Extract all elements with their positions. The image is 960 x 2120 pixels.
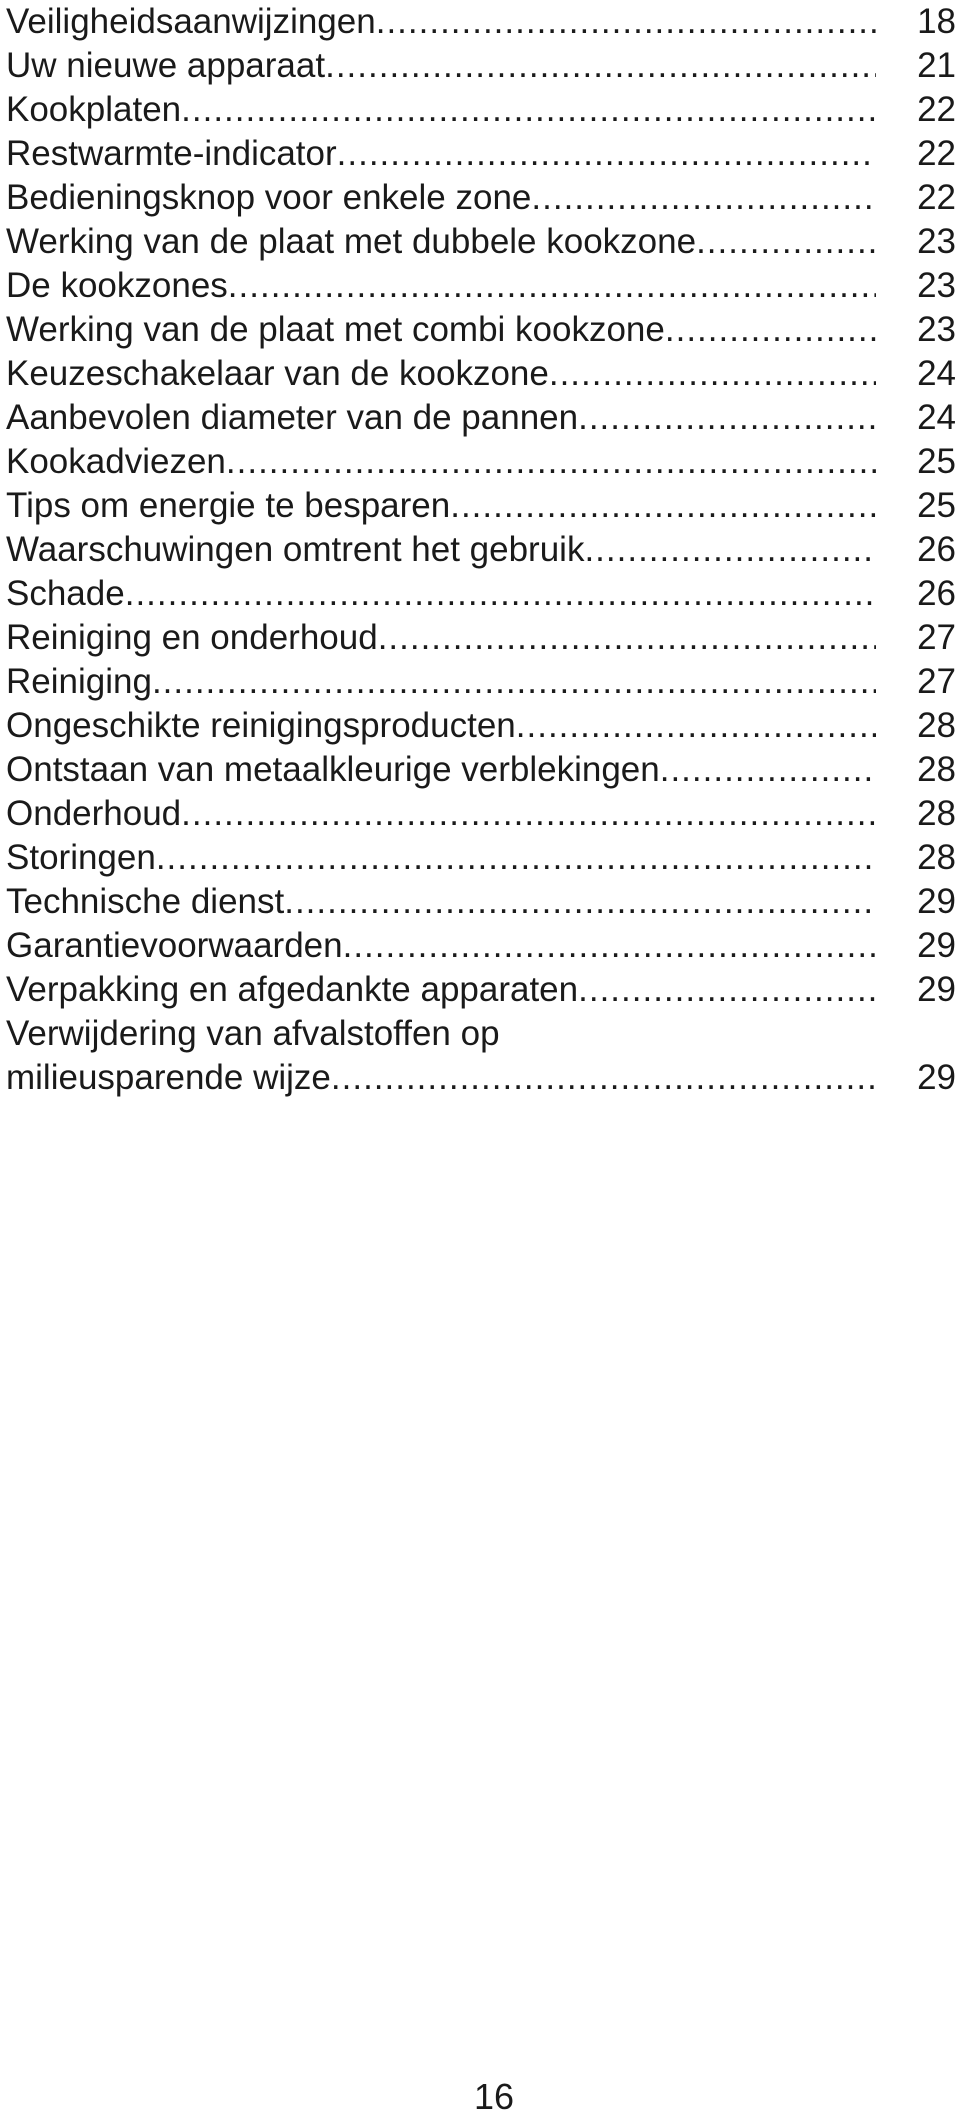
toc-entry-title: Werking van de plaat met combi kookzone [6,310,665,349]
toc-entry[interactable] [6,44,956,88]
toc-entry[interactable] [6,528,956,572]
toc-entry-title: Kookadviezen [6,442,226,481]
toc-leader-dots [325,44,876,88]
toc-entry-page: 24 [917,354,956,393]
toc-leader-dots [549,352,876,396]
toc-entry-title: Reiniging [6,662,152,701]
toc-entry-page: 23 [917,310,956,349]
toc-entry[interactable] [6,792,956,836]
toc-entry-line2 [6,1056,956,1100]
toc-entry-title: Storingen [6,838,156,877]
toc-entry-page: 29 [917,926,956,965]
toc-entry[interactable] [6,572,956,616]
toc-leader-dots [125,572,876,616]
toc-entry-page: 28 [917,750,956,789]
toc-entry[interactable] [6,836,956,880]
toc-entry-page: 25 [917,442,956,481]
toc-entry-page: 25 [917,486,956,525]
toc-leader-dots [181,88,876,132]
toc-entry[interactable] [6,176,956,220]
toc-entry[interactable] [6,88,956,132]
toc-leader-dots [578,396,876,440]
toc-leader-dots [152,660,876,704]
toc-leader-dots [578,968,876,1012]
toc-entry[interactable] [6,924,956,968]
toc-leader-dots [378,616,876,660]
toc-leader-dots [450,484,876,528]
toc-entry[interactable] [6,132,956,176]
toc-entry[interactable] [6,308,956,352]
toc-entry-title: Reiniging en onderhoud [6,618,378,657]
toc-entry-title: Onderhoud [6,794,182,833]
toc-entry[interactable] [6,704,956,748]
toc-leader-dots [376,0,876,44]
toc-entry-page: 28 [917,838,956,877]
toc-entry-title: Ontstaan van metaalkleurige verblekingen [6,750,660,789]
toc-entry-page: 29 [917,1058,956,1097]
toc-entry-page: 28 [917,794,956,833]
toc-entry[interactable] [6,396,956,440]
toc-entry-title: Technische dienst [6,882,285,921]
toc-leader-dots [156,836,876,880]
toc-entry[interactable] [6,352,956,396]
toc-leader-dots [584,528,876,572]
toc-entry-page: 23 [917,266,956,305]
toc-entry[interactable] [6,660,956,704]
toc-leader-dots [696,220,876,264]
toc-entry[interactable] [6,880,956,924]
toc-entry-title: Schade [6,574,125,613]
toc-entry-title: Keuzeschakelaar van de kookzone [6,354,549,393]
toc-leader-dots [531,176,876,220]
toc-entry-title: Kookplaten [6,90,182,129]
toc-entry[interactable] [6,0,956,44]
toc-entry-page: 29 [917,970,956,1009]
toc-entry-page: 22 [917,90,956,129]
toc-entry-title: De kookzones [6,266,228,305]
toc-leader-dots [665,308,876,352]
toc-entry-title: Verpakking en afgedankte apparaten [6,970,579,1009]
toc-leader-dots [181,792,876,836]
toc-entry-title: Aanbevolen diameter van de pannen [6,398,579,437]
toc-leader-dots [331,1056,876,1100]
toc-entry-page: 29 [917,882,956,921]
page-number: 16 [473,2076,515,2117]
toc-entry-page: 21 [917,46,956,85]
toc-entry[interactable] [6,484,956,528]
toc-leader-dots [660,748,876,792]
toc-entry-page: 27 [917,662,956,701]
toc-entry-title: Bedieningsknop voor enkele zone [6,178,532,217]
toc-entry-page: 23 [917,222,956,261]
toc-entry-title: Uw nieuwe apparaat [6,46,326,85]
toc-entry-page: 22 [917,134,956,173]
toc-entry-title-line2: milieusparende wijze [6,1058,331,1097]
toc-entry-title: Veiligheidsaanwijzingen [6,2,376,41]
toc-leader-dots [337,132,876,176]
toc-entry-page: 27 [917,618,956,657]
toc-leader-dots [226,440,876,484]
toc-leader-dots [228,264,876,308]
toc-entry-title: Restwarmte-indicator [6,134,337,173]
toc-entry[interactable] [6,616,956,660]
toc-entry[interactable] [6,748,956,792]
toc-entry-title-line1: Verwijdering van afvalstoffen op [6,1014,500,1053]
toc-entry[interactable] [6,440,956,484]
toc-entry-page: 18 [917,2,956,41]
toc-entry-page: 24 [917,398,956,437]
toc-leader-dots [284,880,876,924]
toc-entry-title: Werking van de plaat met dubbele kookzone [6,222,697,261]
toc-entry-title: Waarschuwingen omtrent het gebruik [6,530,585,569]
toc-entry-multiline[interactable] [6,1012,956,1100]
toc-entry[interactable] [6,968,956,1012]
toc-entry[interactable] [6,264,956,308]
toc-entry-title: Ongeschikte reinigingsproducten [6,706,516,745]
toc-leader-dots [343,924,876,968]
toc-entry-page: 26 [917,530,956,569]
toc-entry-title: Tips om energie te besparen [6,486,451,525]
toc-leader-dots [516,704,876,748]
toc-entry[interactable] [6,220,956,264]
table-of-contents [6,0,956,1100]
toc-entry-page: 26 [917,574,956,613]
toc-entry-title: Garantievoorwaarden [6,926,343,965]
toc-entry-page: 22 [917,178,956,217]
toc-entry-page: 28 [917,706,956,745]
